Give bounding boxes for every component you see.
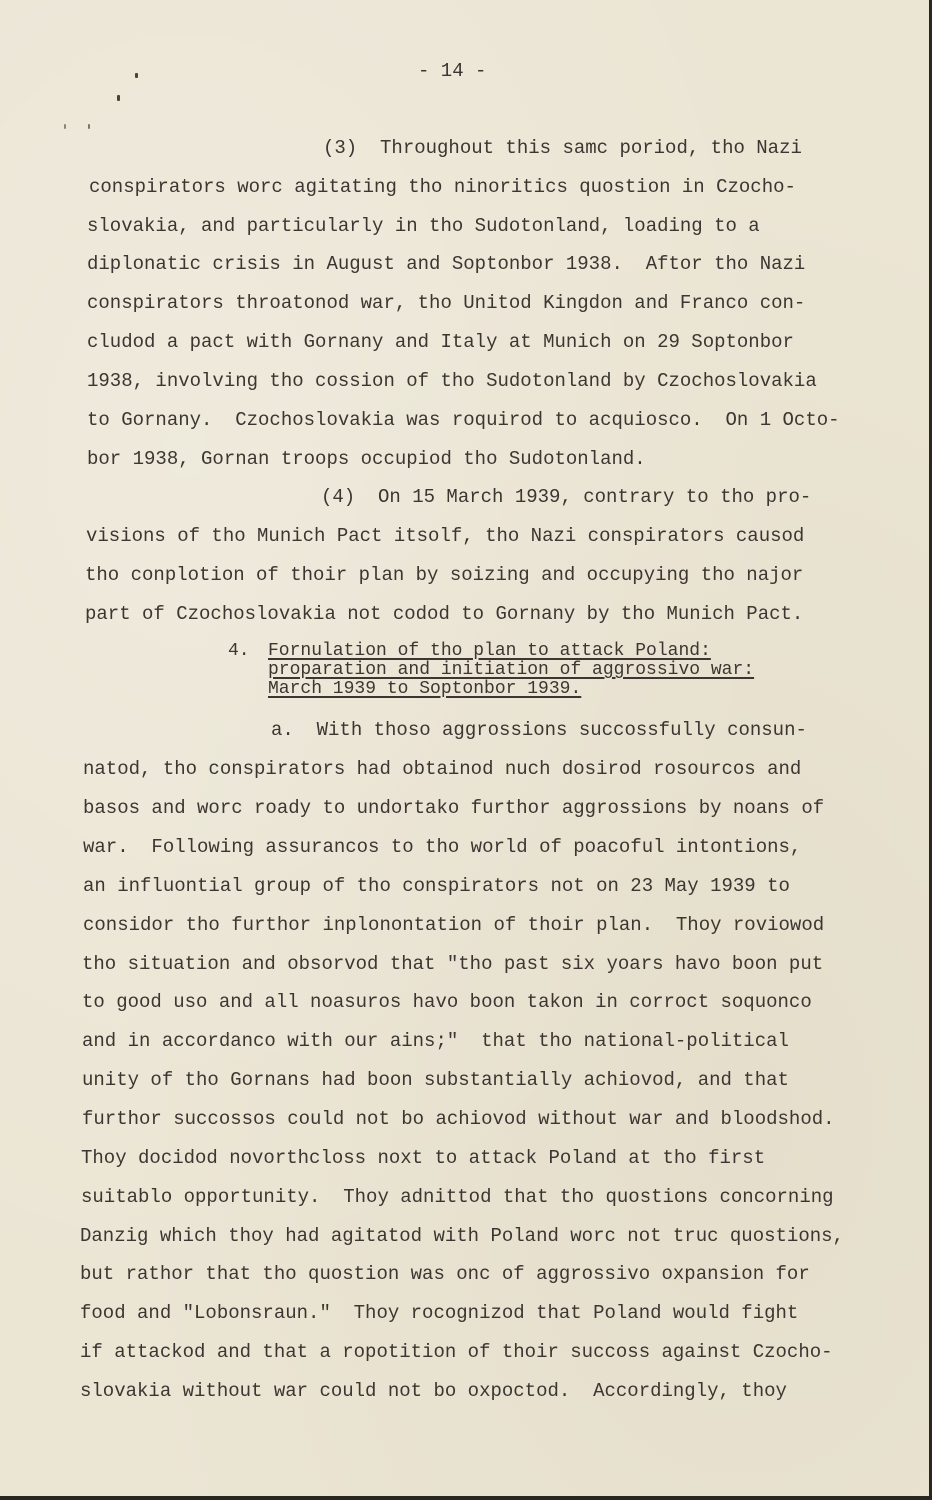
text-line: Danzig which thoy had agitatod with Poland worc not truc quostions,	[80, 1225, 844, 1247]
heading-line	[268, 680, 581, 699]
text-line: unity of tho Gornans had boon substantially achiovod, and that	[82, 1069, 789, 1091]
text-line: basos and worc roady to undortako furthor aggrossions by noans of	[83, 797, 825, 819]
text-line: tho conplotion of thoir plan by soizing and occupying tho najor	[85, 564, 804, 586]
text-line: Thoy docidod novorthcloss noxt to attack Poland at tho first	[81, 1147, 766, 1169]
text-line: an influontial group of tho conspirators not on 23 May 1939 to	[83, 875, 790, 897]
text-line: slovakia without war could not bo oxpoctod. Accordingly, thoy	[80, 1380, 787, 1402]
text-line: visions of tho Munich Pact itsolf, tho Nazi conspirators causod	[86, 525, 805, 547]
heading-text: Fornulation of tho plan to attack Poland:	[268, 641, 711, 661]
heading-text: March 1939 to Soptonbor 1939.	[268, 679, 582, 699]
text-line: but rathor that tho quostion was onc of aggrossivo oxpansion for	[80, 1263, 810, 1285]
text-line: to Gornany. Czochoslovakia was roquirod to acquiosco. On 1 Octo-	[87, 409, 840, 431]
text-line: a. With thoso aggrossions succossfully consun-	[271, 719, 807, 741]
text-line: and in accordanco with our ains;" that tho national-political	[82, 1030, 789, 1052]
ink-speck	[64, 124, 66, 129]
ink-speck	[135, 73, 138, 78]
text-line: tho situation and obsorvod that "tho past six yoars havo boon put	[82, 953, 824, 975]
text-line: slovakia, and particularly in tho Sudotonland, loading to a	[87, 215, 760, 237]
text-line: if attackod and that a ropotition of thoir succoss against Czocho-	[80, 1341, 833, 1363]
text-line: (3) Throughout this samc poriod, tho Nazi	[323, 137, 802, 159]
text-line: considor tho furthor inplonontation of thoir plan. Thoy roviowod	[83, 914, 825, 936]
text-line: diplonatic crisis in August and Soptonbor 1938. Aftor tho Nazi	[87, 253, 806, 275]
text-line: conspirators throatonod war, tho Unitod Kingdon and Franco con-	[87, 292, 806, 314]
text-line: (4) On 15 March 1939, contrary to tho pro-	[321, 486, 812, 508]
text-line: 1938, involving tho cossion of tho Sudotonland by Czochoslovakia	[87, 370, 817, 392]
ink-speck	[117, 95, 120, 101]
text-line: war. Following assurancos to tho world of poacoful intontions,	[83, 836, 802, 858]
text-line: natod, tho conspirators had obtainod nuch dosirod rosourcos and	[83, 758, 802, 780]
text-line: food and "Lobonsraun." Thoy rocognizod that Poland would fight	[80, 1302, 799, 1324]
text-line: bor 1938, Gornan troops occupiod tho Sudotonland.	[87, 448, 646, 470]
text-line: part of Czochoslovakia not codod to Gornany by tho Munich Pact.	[85, 603, 804, 625]
page-number: - 14 -	[418, 60, 487, 82]
text-line: suitablo opportunity. Thoy adnittod that tho quostions concorning	[81, 1186, 834, 1208]
ink-speck	[88, 124, 90, 129]
heading-number: 4.	[228, 641, 250, 661]
text-line: conspirators worc agitating tho ninoritics quostion in Czocho-	[89, 176, 796, 198]
text-line: to good uso and all noasuros havo boon takon in corroct soquonco	[82, 991, 812, 1013]
heading-line	[268, 642, 711, 661]
heading-text: proparation and initiation of aggrossivo war:	[268, 660, 755, 680]
heading-line	[268, 661, 754, 680]
text-line: furthor succossos could not bo achiovod without war and bloodshod.	[82, 1108, 835, 1130]
text-line: cludod a pact with Gornany and Italy at Munich on 29 Soptonbor	[87, 331, 794, 353]
